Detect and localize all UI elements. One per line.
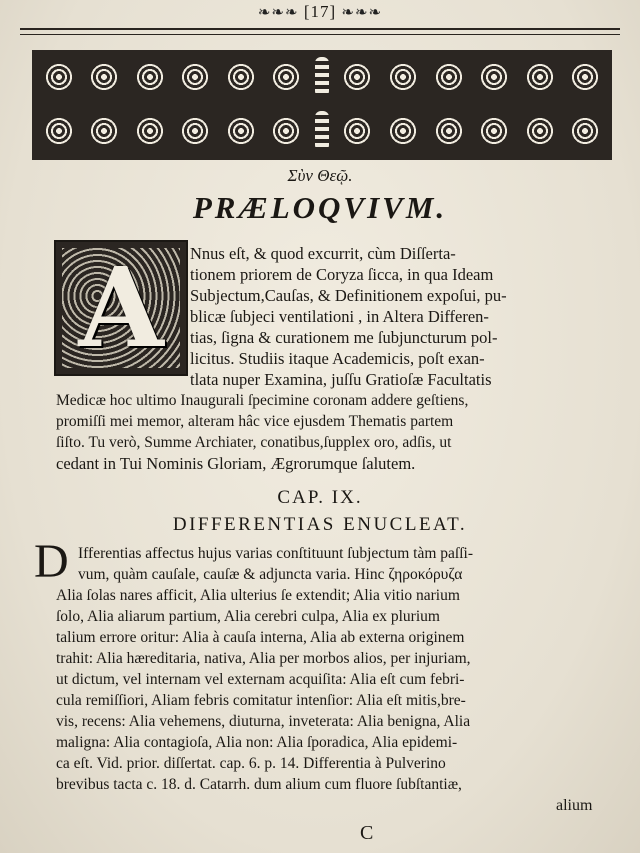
- rose-ornament-icon: [87, 114, 121, 148]
- rose-ornament-icon: [133, 60, 167, 94]
- page-number: [17]: [303, 2, 337, 21]
- page-header: [0, 2, 640, 22]
- rose-ornament-icon: [87, 60, 121, 94]
- chapter-line: Ifferentias affectus hujus varias conſtituunt ſubjectum tàm paſſi-: [78, 545, 473, 562]
- rose-ornament-icon: [568, 114, 602, 148]
- drop-cap-letter: A: [78, 243, 164, 372]
- rose-ornament-icon: [340, 60, 374, 94]
- chapter-heading: DIFFERENTIAS ENUCLEAT.: [172, 514, 468, 535]
- rose-ornament-icon: [224, 60, 258, 94]
- rose-ornament-icon: [269, 114, 303, 148]
- rose-ornament-icon: [568, 60, 602, 94]
- chapter-line: ſolo, Alia aliarum partium, Alia cerebri culpa, Alia ex plurium: [56, 608, 440, 625]
- preface-line: ſiſto. Tu verò, Summe Archiater, conatibus,ſupplex oro, adſis, ut: [56, 434, 452, 451]
- preface-line: blicæ ſubjeci ventilationi , in Altera Differen-: [190, 307, 489, 326]
- rose-ornament-icon: [523, 114, 557, 148]
- rose-ornament-icon: [178, 114, 212, 148]
- rose-ornament-icon: [432, 60, 466, 94]
- ornament-right: ❧❧❧: [341, 5, 383, 21]
- rose-ornament-icon: [477, 60, 511, 94]
- preface-line: Nnus eſt, & quod excurrit, cùm Diſſerta-: [190, 244, 456, 263]
- rose-ornament-icon: [269, 60, 303, 94]
- chapter-line: ut dictum, vel internam vel externam acquiſita: Alia eſt cum febri-: [56, 671, 465, 688]
- preface-line: Medicæ hoc ultimo Inaugurali ſpecimine coronam addere geſtiens,: [56, 392, 469, 409]
- preface-line: Subjectum,Cauſas, & Definitionem expoſui, pu-: [190, 286, 507, 305]
- rose-ornament-icon: [477, 114, 511, 148]
- greek-heading: Σὺν Θεῷ.: [287, 166, 353, 185]
- chapter-line: talium errore oritur: Alia à cauſa interna, Alia ab externa originem: [56, 629, 465, 646]
- preface-line: licitus. Studiis itaque Academicis, poſt exan-: [190, 349, 485, 368]
- center-ornament-icon: [315, 111, 329, 151]
- chapter-line: trahit: Alia hæreditaria, nativa, Alia per morbos alios, per injuriam,: [56, 650, 471, 667]
- rose-ornament-icon: [386, 60, 420, 94]
- page-title: PRÆLOQVIVM.: [192, 190, 448, 225]
- rose-ornament-icon: [42, 114, 76, 148]
- drop-cap-block: [54, 240, 188, 376]
- chapter-line: cula remiſſiori, Aliam febris comitatur intenſior: Alia eſt mitis,bre-: [56, 692, 466, 709]
- rose-ornament-icon: [133, 114, 167, 148]
- chapter-line: Alia ſolas nares afficit, Alia ulterius ſe extendit; Alia vitio narium: [56, 587, 460, 604]
- ornament-row-top: [36, 52, 608, 102]
- catchword: alium: [556, 797, 593, 814]
- chapter-number: CAP. IX.: [277, 487, 363, 508]
- preface-line: tlata nuper Examina, juſſu Gratioſæ Facultatis: [190, 370, 492, 389]
- preface-line: cedant in Tui Nominis Gloriam, Ægrorumque ſalutem.: [56, 454, 416, 473]
- ornament-left: ❧❧❧: [257, 5, 299, 21]
- ornamental-band: [32, 50, 612, 160]
- rose-ornament-icon: [224, 114, 258, 148]
- preface-line: promiſſi mei memor, alteram hâc vice ejusdem Thematis partem: [56, 413, 454, 430]
- chapter-drop-cap: D: [34, 535, 69, 588]
- header-rule-thin: [20, 34, 620, 35]
- preface-line: tionem priorem de Coryza ſicca, in qua Ideam: [190, 265, 494, 284]
- chapter-line: vis, recens: Alia vehemens, diuturna, inveterata: Alia benigna, Alia: [56, 713, 471, 730]
- header-rule: [20, 28, 620, 30]
- rose-ornament-icon: [432, 114, 466, 148]
- signature-mark: C: [360, 822, 374, 844]
- chapter-line: maligna: Alia contagioſa, Alia non: Alia ſporadica, Alia epidemi-: [56, 734, 458, 751]
- rose-ornament-icon: [386, 114, 420, 148]
- rose-ornament-icon: [42, 60, 76, 94]
- chapter-line: ca eſt. Vid. prior. diſſertat. cap. 6. p. 14. Differentia à Pulverino: [56, 755, 446, 772]
- center-ornament-icon: [315, 57, 329, 97]
- rose-ornament-icon: [340, 114, 374, 148]
- preface-line: tias, ſigna & curationem me ſubjuncturum pol-: [190, 328, 498, 347]
- rose-ornament-icon: [178, 60, 212, 94]
- rose-ornament-icon: [523, 60, 557, 94]
- chapter-line: brevibus tacta c. 18. d. Catarrh. dum alium cum fluore ſubſtantiæ,: [56, 776, 462, 793]
- ornament-row-bottom: [36, 106, 608, 156]
- chapter-line: vum, quàm cauſale, cauſæ & adjuncta varia. Hinc ζηροκόρυζα: [78, 566, 463, 583]
